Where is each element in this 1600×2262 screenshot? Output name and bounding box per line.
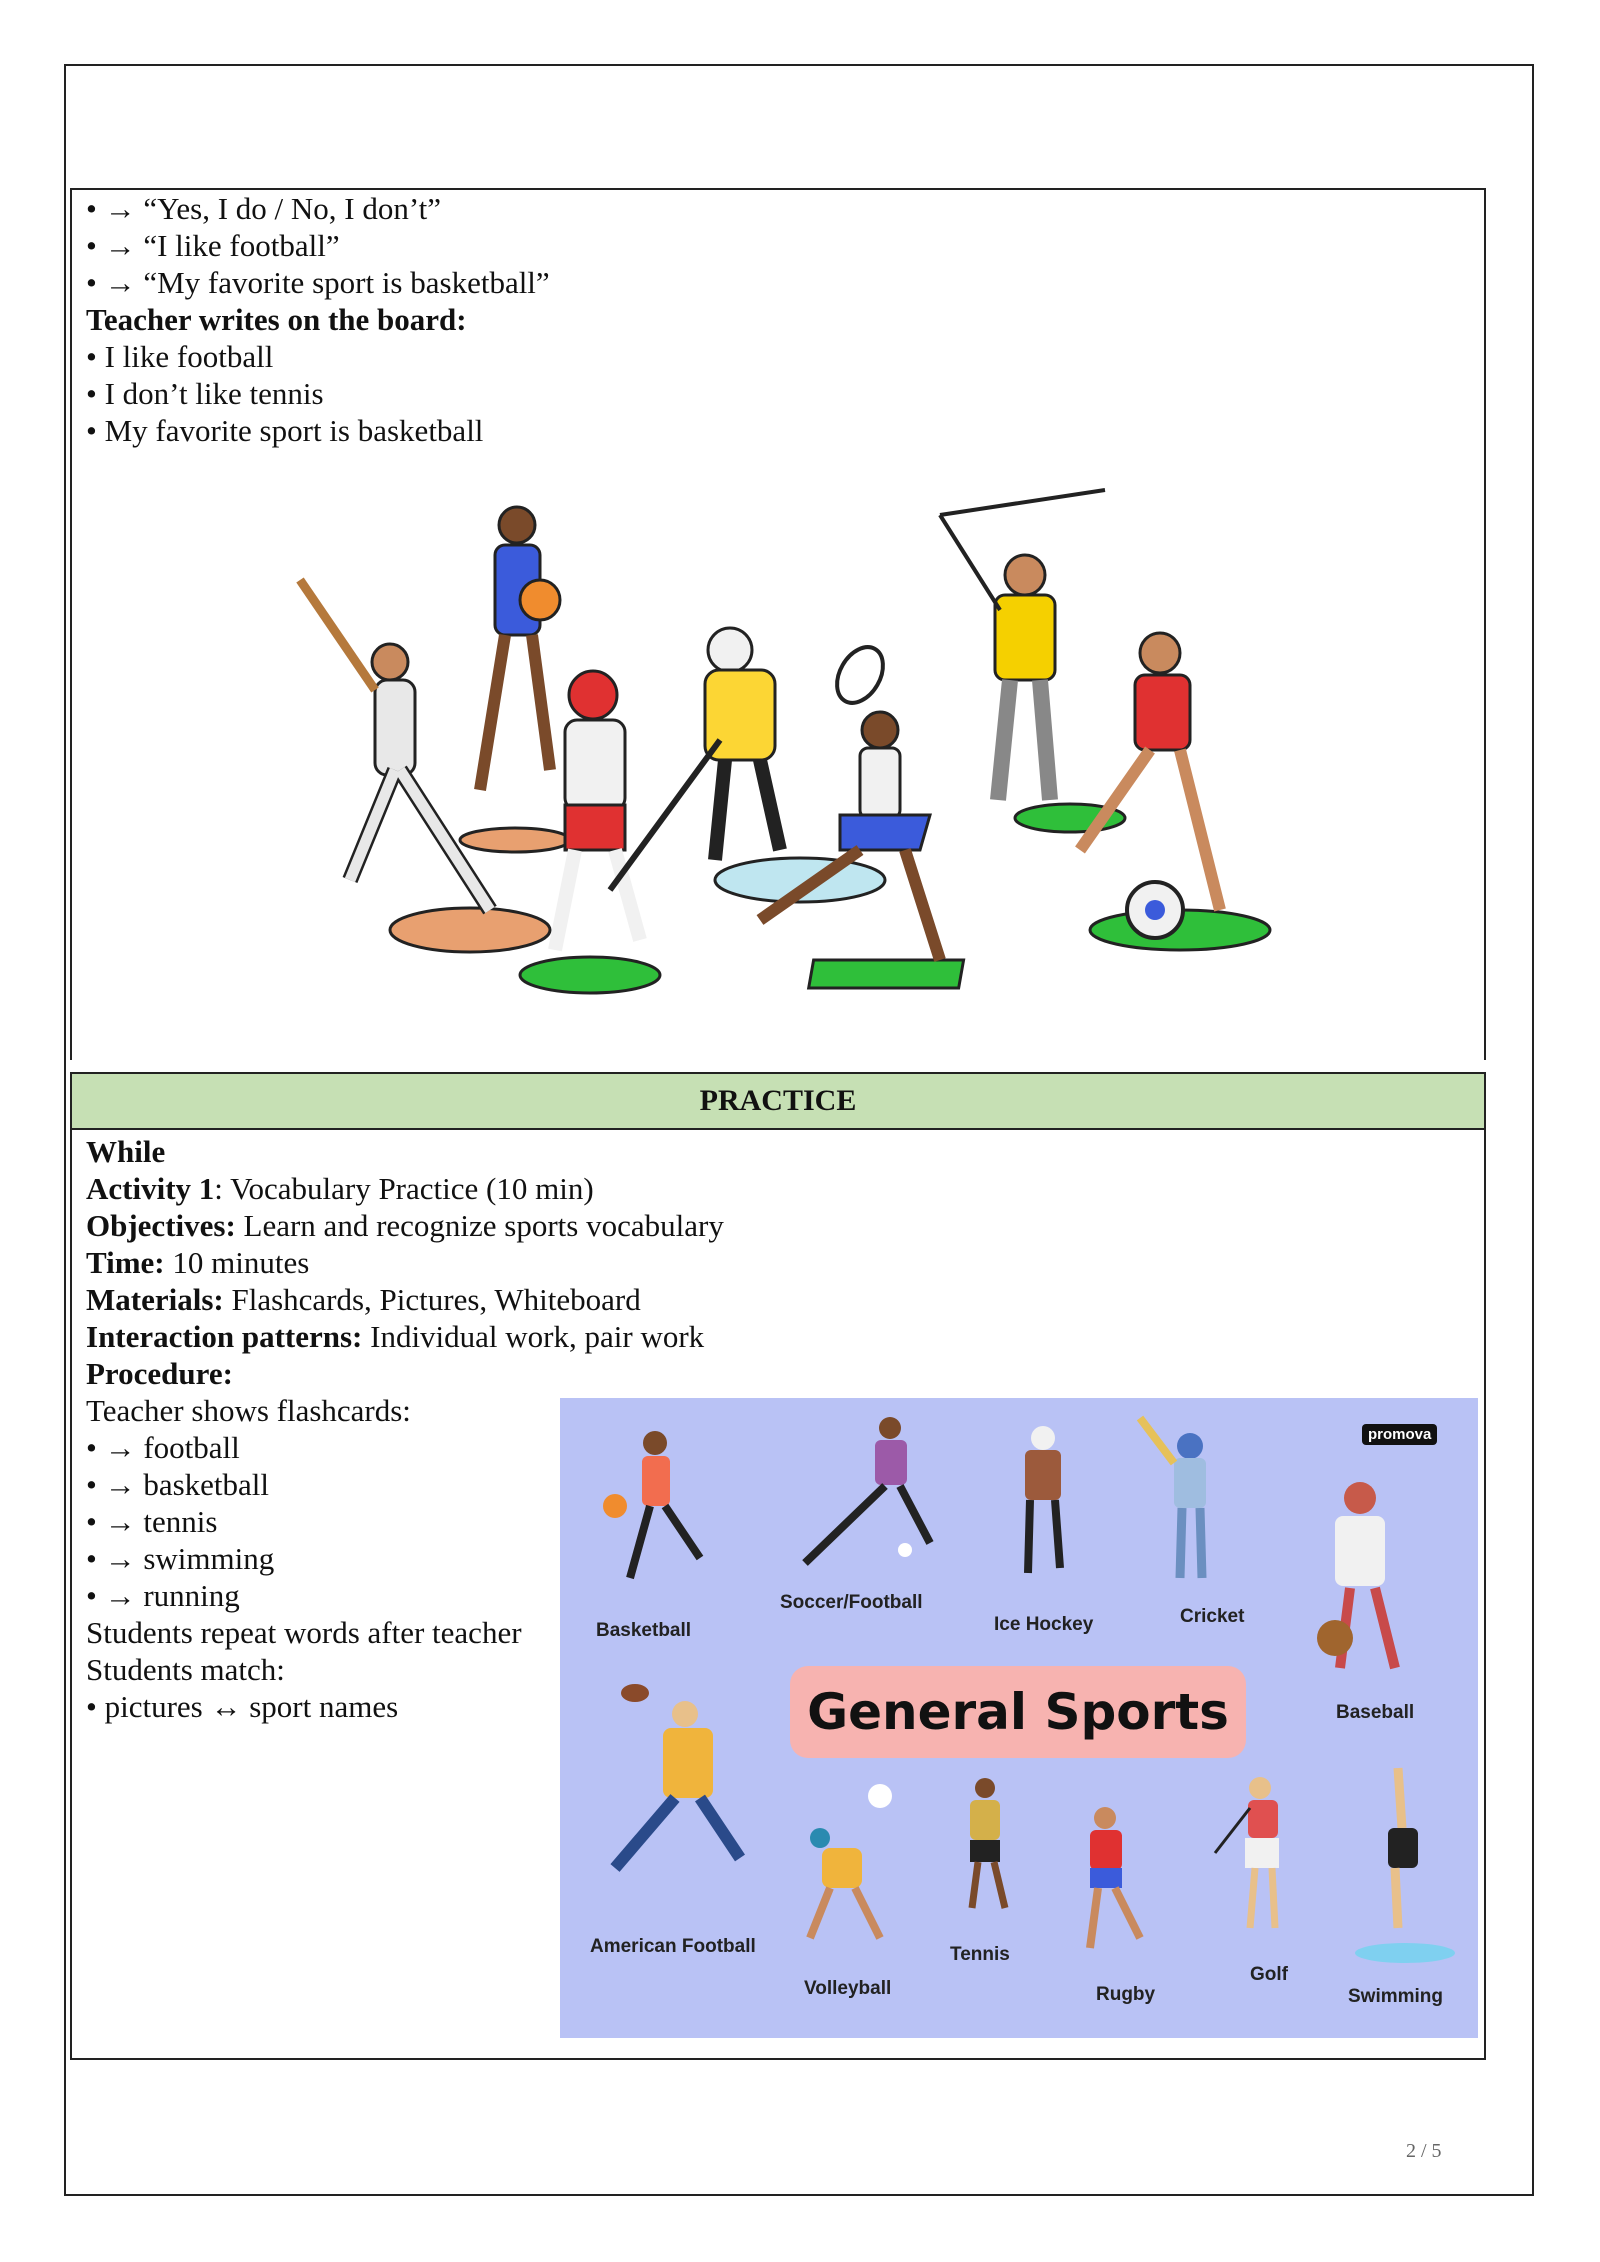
board-heading: Teacher writes on the board: bbox=[86, 302, 467, 337]
page-number: 2 / 5 bbox=[1406, 2140, 1442, 2162]
time-text: 10 minutes bbox=[164, 1245, 310, 1280]
objectives-label: Objectives: bbox=[86, 1208, 236, 1243]
repeat-line: Students repeat words after teacher bbox=[86, 1615, 522, 1650]
label-swimming: Swimming bbox=[1348, 1986, 1444, 2007]
tennis-figure bbox=[970, 1778, 1005, 1908]
label-american-football: American Football bbox=[590, 1936, 756, 1957]
flashcard-4: • → swimming bbox=[86, 1541, 275, 1576]
cricket-figure bbox=[1140, 1418, 1206, 1578]
golf-figure bbox=[1215, 1777, 1279, 1928]
materials-line bbox=[86, 1281, 641, 1318]
label-tennis: Tennis bbox=[950, 1944, 1010, 1965]
activity-line bbox=[86, 1170, 594, 1207]
sports-players-illustration bbox=[280, 470, 1280, 1010]
match-item: • pictures ↔ sport names bbox=[86, 1689, 399, 1724]
flashcard-5: • → running bbox=[86, 1578, 240, 1613]
label-golf: Golf bbox=[1250, 1964, 1288, 1985]
interaction-line bbox=[86, 1318, 704, 1355]
rugby-figure bbox=[1090, 1807, 1140, 1948]
materials-label: Materials: bbox=[86, 1282, 224, 1317]
ice-hockey-figure bbox=[1025, 1426, 1061, 1573]
flashcard-3: • → tennis bbox=[86, 1504, 218, 1539]
label-soccer-football: Soccer/Football bbox=[780, 1592, 923, 1613]
label-rugby: Rugby bbox=[1096, 1984, 1156, 2005]
label-volleyball: Volleyball bbox=[804, 1978, 892, 1999]
basketball-figure bbox=[603, 1431, 700, 1578]
time-label: Time: bbox=[86, 1245, 165, 1280]
answer-2: • → “I like football” bbox=[86, 228, 340, 263]
flashcard-2: • → basketball bbox=[86, 1467, 270, 1502]
flashcard-1: • → football bbox=[86, 1430, 240, 1465]
interaction-label: Interaction patterns: bbox=[86, 1319, 363, 1354]
objectives-text: Learn and recognize sports vocabulary bbox=[235, 1208, 724, 1243]
match-line: Students match: bbox=[86, 1652, 285, 1687]
answer-1: • → “Yes, I do / No, I don’t” bbox=[86, 191, 442, 226]
general-sports-poster bbox=[560, 1398, 1478, 2038]
board-item-3: • My favorite sport is basketball bbox=[86, 413, 484, 448]
answer-3: • → “My favorite sport is basketball” bbox=[86, 265, 550, 300]
label-ice-hockey: Ice Hockey bbox=[994, 1614, 1094, 1635]
brand-logo: promova bbox=[1362, 1424, 1437, 1445]
interaction-text: Individual work, pair work bbox=[362, 1319, 705, 1354]
procedure-heading: Procedure: bbox=[86, 1356, 233, 1391]
label-baseball: Baseball bbox=[1336, 1702, 1415, 1723]
label-cricket: Cricket bbox=[1180, 1606, 1245, 1627]
swimming-figure bbox=[1355, 1768, 1455, 1963]
volleyball-figure bbox=[810, 1784, 892, 1938]
board-item-1: • I like football bbox=[86, 339, 274, 374]
soccer-figure bbox=[805, 1417, 930, 1563]
board-item-2: • I don’t like tennis bbox=[86, 376, 324, 411]
practice-header: PRACTICE bbox=[70, 1072, 1486, 1130]
time-line bbox=[86, 1244, 309, 1281]
activity-text: : Vocabulary Practice (10 min) bbox=[214, 1171, 594, 1206]
objectives-line bbox=[86, 1207, 724, 1244]
american-football-figure bbox=[615, 1684, 740, 1868]
label-basketball: Basketball bbox=[596, 1620, 692, 1641]
while-heading: While bbox=[86, 1134, 166, 1169]
flashcards-intro: Teacher shows flashcards: bbox=[86, 1393, 411, 1428]
activity-label: Activity 1 bbox=[86, 1171, 215, 1206]
poster-title: General Sports bbox=[790, 1666, 1246, 1758]
baseball-figure bbox=[1317, 1482, 1395, 1668]
materials-text: Flashcards, Pictures, Whiteboard bbox=[223, 1282, 641, 1317]
